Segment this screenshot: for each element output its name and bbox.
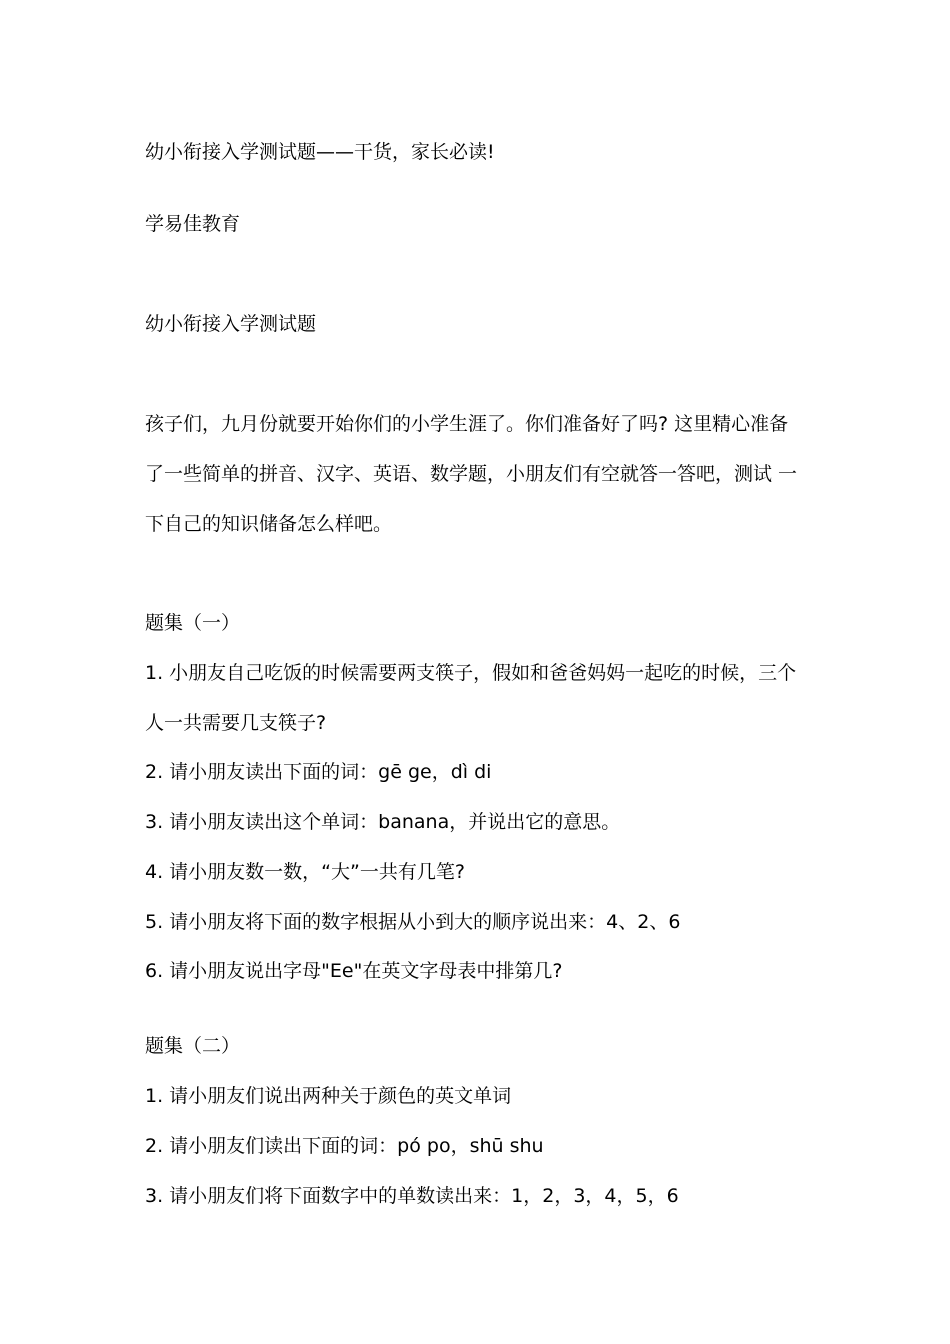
set1-question-4: 4. 请小朋友数一数，“大”一共有几笔? [145,861,465,883]
document-subtitle: 幼小衔接入学测试题 [145,313,317,335]
set1-question-1-line-2: 人一共需要几支筷子? [145,712,327,734]
set2-question-2: 2. 请小朋友们读出下面的词：pó po，shū shu [145,1135,544,1157]
document-title: 幼小衔接入学测试题——干货，家长必读! [145,141,495,163]
set1-question-2: 2. 请小朋友读出下面的词：gē ge，dì di [145,761,492,783]
set1-question-6: 6. 请小朋友说出字母"Ee"在英文字母表中排第几? [145,960,563,982]
set1-question-5: 5. 请小朋友将下面的数字根据从小到大的顺序说出来：4、2、6 [145,911,681,933]
intro-line-3: 下自己的知识储备怎么样吧。 [145,513,393,535]
set1-question-1-line-1: 1. 小朋友自己吃饭的时候需要两支筷子，假如和爸爸妈妈一起吃的时候，三个 [145,662,797,684]
set1-question-3: 3. 请小朋友读出这个单词：banana，并说出它的意思。 [145,811,621,833]
set2-heading: 题集（二） [145,1035,241,1057]
source-label: 学易佳教育 [145,213,241,235]
set1-heading: 题集（一） [145,612,241,634]
set2-question-1: 1. 请小朋友们说出两种关于颜色的英文单词 [145,1085,512,1107]
set2-question-3: 3. 请小朋友们将下面数字中的单数读出来：1，2，3，4，5，6 [145,1185,679,1207]
intro-line-1: 孩子们，九月份就要开始你们的小学生涯了。你们准备好了吗? 这里精心准备 [145,413,789,435]
intro-line-2: 了一些简单的拼音、汉字、英语、数学题，小朋友们有空就答一答吧，测试 一 [145,463,798,485]
